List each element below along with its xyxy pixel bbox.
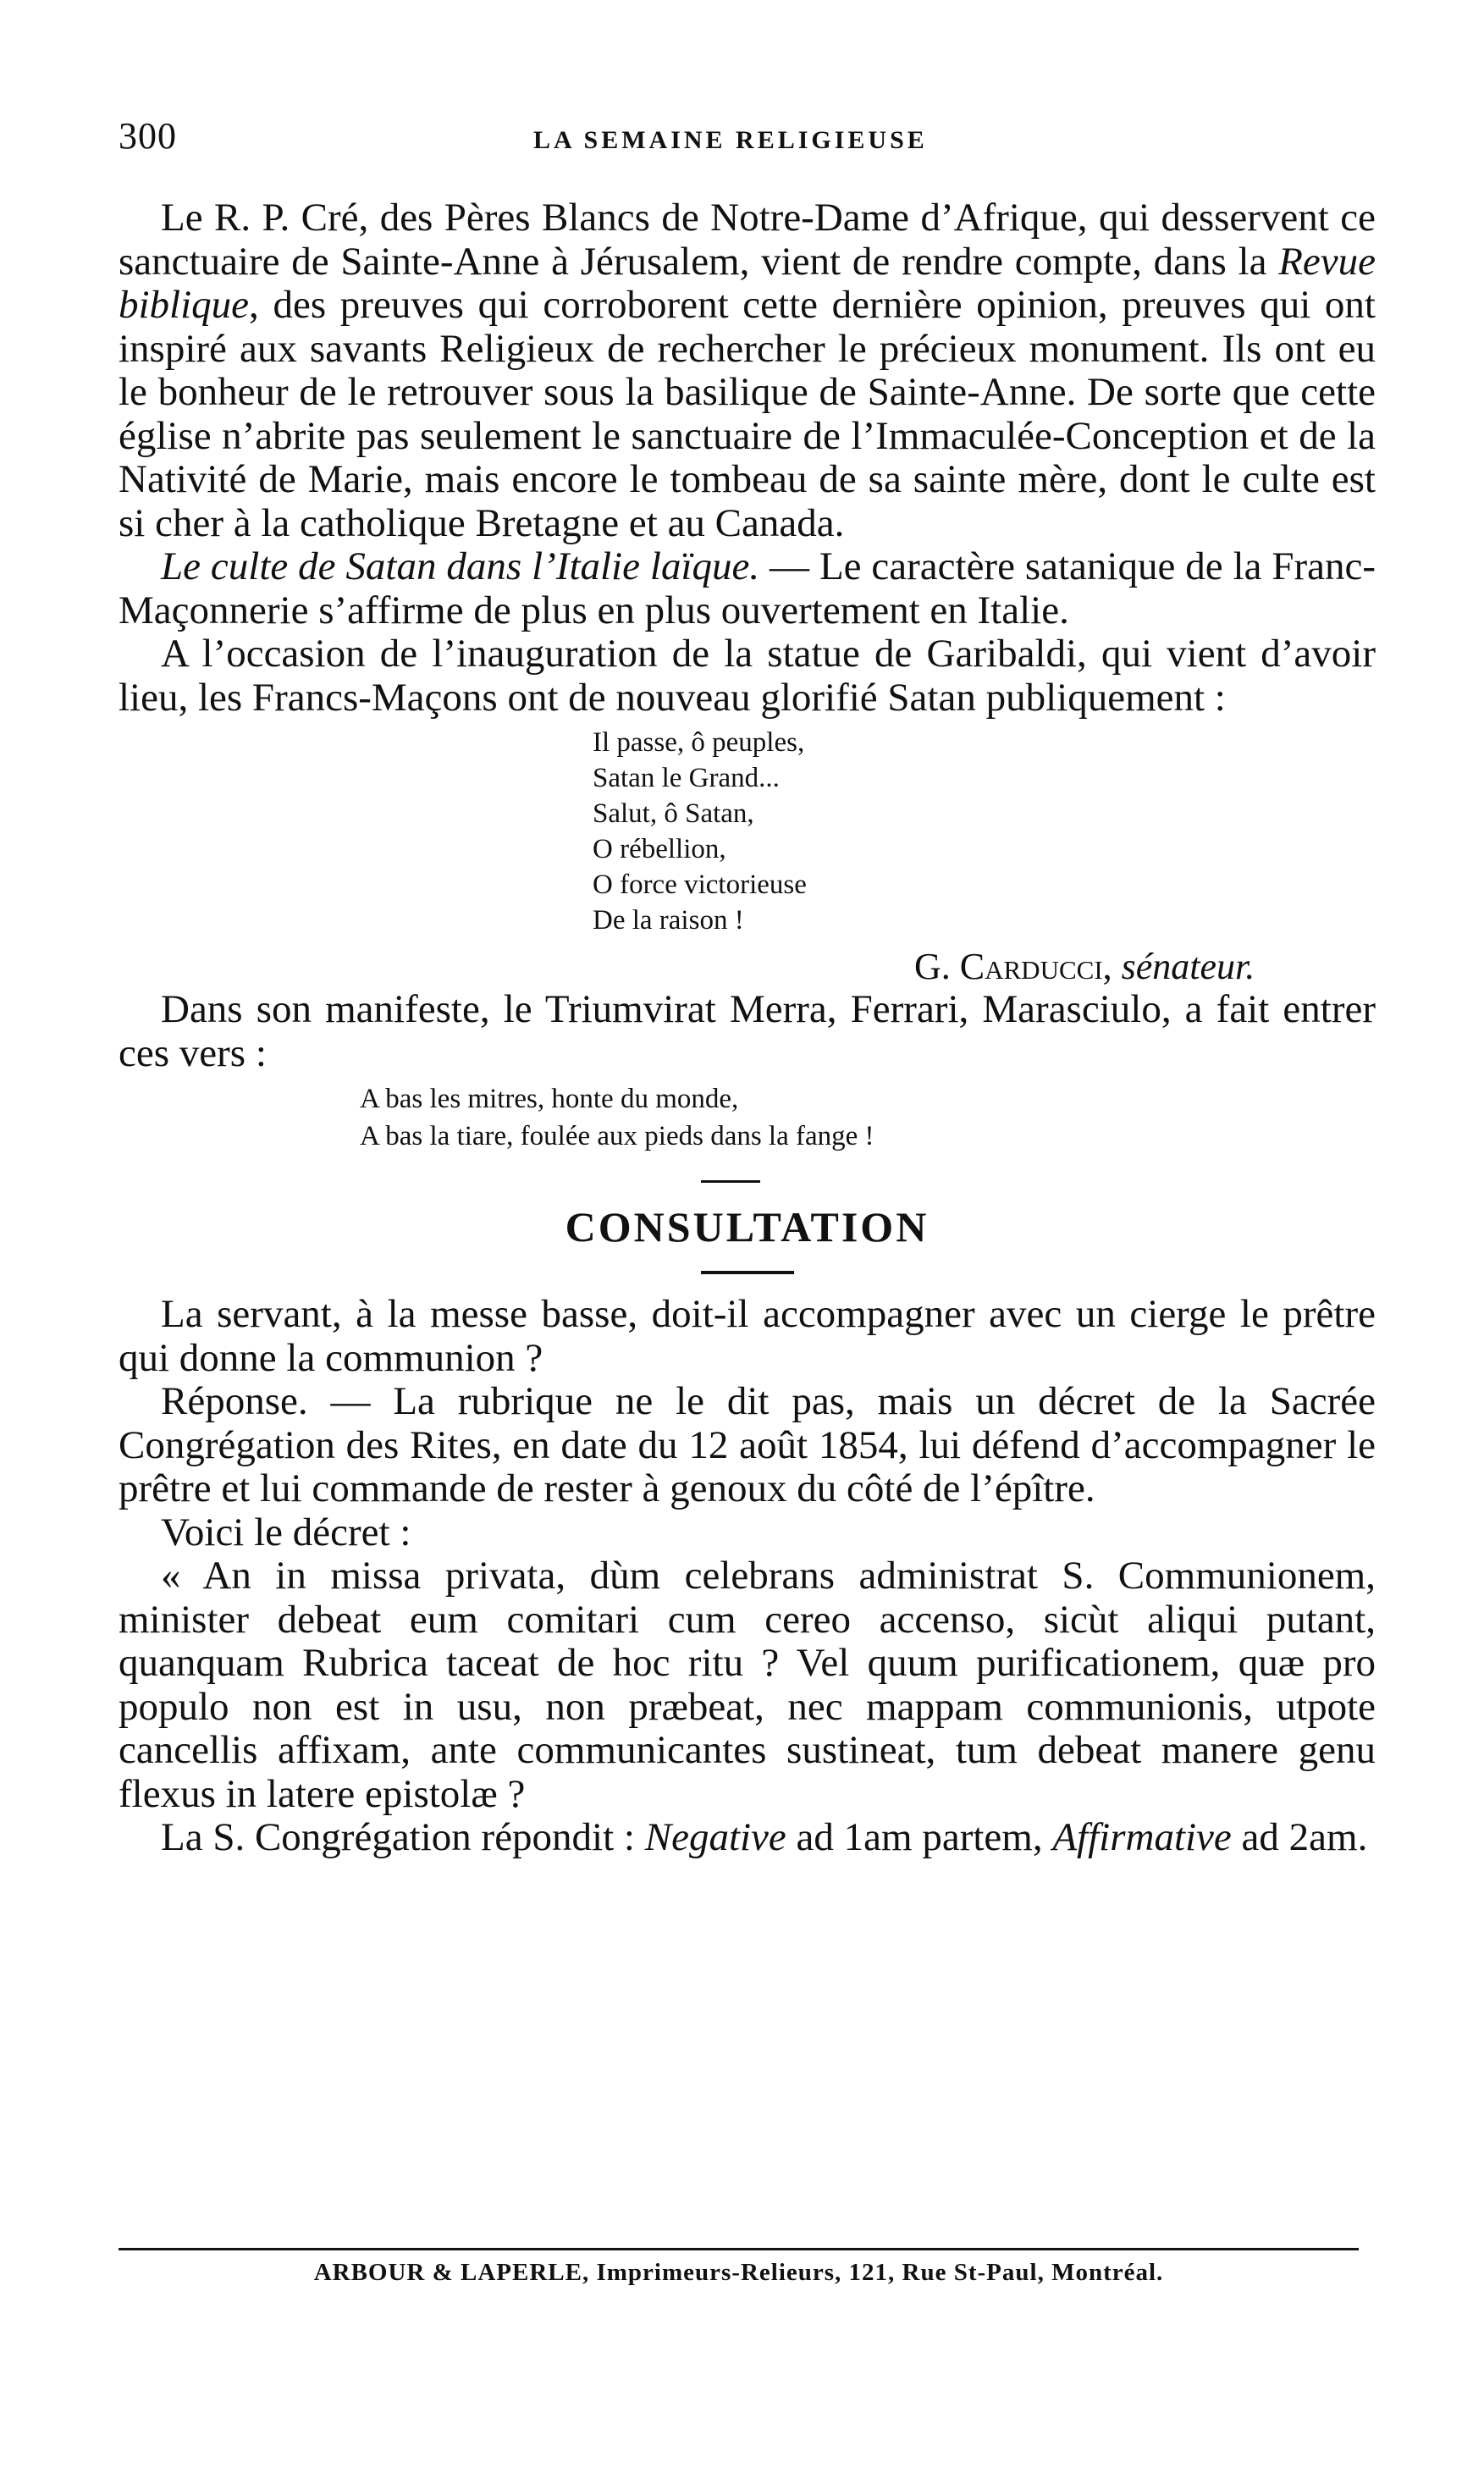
consultation-answer: Réponse. — La rubrique ne le dit pas, mais un décret de la Sacrée Congrégation des Rites, en date du 12 août 1854, lui défend d’accompagner le prêtre et lui commande de rester à genoux du côté de l’épître. <box>119 1379 1376 1510</box>
paragraph-text: , des preuves qui corroborent cette dernière opinion, preuves qui ont inspiré aux savants Religieux de rechercher le précieux monument. Ils ont eu le bonheur de le retrouver sous la basilique de Sainte-Anne. De sorte que cette église n’abrite pas seulement le sanctuaire de l’Immaculée-Conception et de la Nativité de Marie, mais encore le tombeau de sa sainte mère, dont le culte est si cher à la catholique Bretagne et au Canada. <box>119 283 1376 545</box>
author-title: sénateur. <box>1121 946 1255 987</box>
paragraph-cre <box>119 196 1376 545</box>
author-name: G. Carducci <box>914 946 1103 987</box>
poem-line: O rébellion, <box>593 834 726 864</box>
paragraph-manifesto: Dans son manifeste, le Triumvirat Merra, Ferrari, Marasciulo, a fait entrer ces vers : <box>119 987 1376 1075</box>
consultation-question: La servant, à la messe basse, doit-il accompagner avec un cierge le prêtre qui donne la communion ? <box>119 1292 1376 1380</box>
reply-affirmative: Affirmative <box>1052 1815 1232 1859</box>
paragraph-text: La S. Congrégation répondit : <box>161 1815 645 1859</box>
paragraph-text: — Le caractère satanique de la Franc-Maçonnerie s’affirme de plus en plus ouvertement en Italie. <box>119 544 1376 632</box>
verse-line: A bas les mitres, honte du monde, <box>360 1084 739 1114</box>
congregation-reply <box>119 1816 1376 1860</box>
decree-text: « An in missa privata, dùm celebrans administrat S. Communionem, minister debeat eum comitari cum cereo accenso, sicùt aliqui putant, quanquam Rubrica taceat de hoc ritu ? Vel quum purificationem, quæ pro populo non est in usu, non præbeat, nec mappam communionis, utpote cancellis affixam, ante communicantes sustineat, tum debeat manere genu flexus in latere epistolæ ? <box>119 1554 1376 1816</box>
poem-line: Satan le Grand... <box>593 763 780 793</box>
poem-line: Il passe, ô peuples, <box>593 727 805 758</box>
paragraph-text: ad 2am. <box>1231 1815 1368 1859</box>
decree-intro: Voici le décret : <box>161 1510 411 1554</box>
poem-attribution: G. Carducci, sénateur. <box>914 946 1255 987</box>
paragraph-text: Le R. P. Cré, des Pères Blancs de Notre-Dame d’Afrique, qui desservent ce sanctuaire de Sainte-Anne à Jérusalem, vient de rendre compte, dans la <box>119 196 1376 284</box>
footer-rule <box>119 2248 1359 2250</box>
section-divider <box>701 1180 760 1183</box>
page-body <box>119 196 1376 1860</box>
journal-title: Revue biblique <box>119 239 1376 327</box>
running-title: LA SEMAINE RELIGIEUSE <box>533 126 928 154</box>
poem-quote <box>593 725 1376 938</box>
poem-line: De la raison ! <box>593 905 744 936</box>
poem-line: O force victorieuse <box>593 870 807 900</box>
poem-line: Salut, ô Satan, <box>593 798 754 829</box>
section-heading-italic: Le culte de Satan dans l’Italie laïque. <box>161 544 760 588</box>
verse-quote <box>360 1080 1376 1155</box>
paragraph-satan-cult <box>119 545 1376 632</box>
paragraph-garibaldi: A l’occasion de l’inauguration de la statue de Garibaldi, qui vient d’avoir lieu, les Francs-Maçons ont de nouveau glorifié Satan publiquement : <box>119 632 1376 720</box>
page-number: 300 <box>119 115 177 157</box>
section-title: CONSULTATION <box>565 1203 930 1251</box>
paragraph-text: ad 1am partem, <box>786 1815 1053 1859</box>
page-header <box>119 114 1380 165</box>
verse-line: A bas la tiare, foulée aux pieds dans la fange ! <box>360 1121 874 1151</box>
printer-imprint: ARBOUR & LAPERLE, Imprimeurs-Relieurs, 121, Rue St-Paul, Montréal. <box>313 2259 1164 2286</box>
title-underline <box>701 1271 794 1274</box>
reply-negative: Negative <box>644 1815 786 1859</box>
